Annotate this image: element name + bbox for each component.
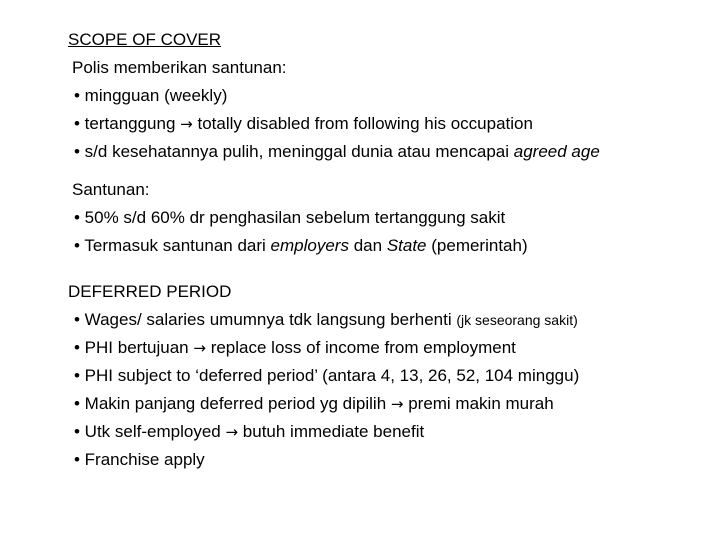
- santunan-bullet-employers-text-a: • Termasuk santunan dari: [74, 236, 266, 255]
- scope-bullet-disabled-text-b: totally disabled from following his occupation: [197, 114, 533, 133]
- scope-bullet-weekly: • mingguan (weekly): [74, 86, 228, 105]
- deferred-bullet-wages: [74, 310, 578, 330]
- deferred-bullet-self-employed: [74, 422, 424, 442]
- deferred-bullet-self-employed-text-b: butuh immediate benefit: [242, 422, 425, 441]
- santunan-bullet-employers-text-c: (pemerintah): [431, 236, 528, 255]
- scope-bullet-disabled-text-a: • tertanggung: [74, 114, 176, 133]
- deferred-bullet-wages-text: • Wages/ salaries umumnya tdk langsung berhenti: [74, 310, 452, 329]
- right-arrow-icon: →: [390, 395, 404, 413]
- deferred-bullet-phi-purpose-text-a: • PHI bertujuan: [74, 338, 189, 357]
- right-arrow-icon: →: [193, 339, 206, 357]
- right-arrow-icon: →: [225, 423, 239, 441]
- scope-bullet-until-em: agreed age: [513, 142, 600, 161]
- scope-intro: Polis memberikan santunan:: [72, 58, 287, 77]
- deferred-period-heading: DEFERRED PERIOD: [68, 282, 232, 301]
- deferred-bullet-phi-purpose-text-b: replace loss of income from employment: [210, 338, 516, 357]
- santunan-bullet-employers: [74, 236, 528, 256]
- santunan-bullet-employers-em1: employers: [270, 236, 349, 255]
- deferred-bullet-longer: [74, 394, 554, 414]
- scope-bullet-until-text: • s/d kesehatannya pulih, meninggal dunia atau mencapai: [74, 142, 510, 161]
- deferred-bullet-phi-subject: • PHI subject to ‘deferred period’ (antara 4, 13, 26, 52, 104 minggu): [74, 366, 580, 385]
- deferred-bullet-wages-small: (jk seseorang sakit): [456, 312, 578, 328]
- deferred-bullet-phi-purpose: [74, 338, 516, 358]
- deferred-bullet-longer-text-a: • Makin panjang deferred period yg dipilih: [74, 394, 387, 413]
- santunan-intro: Santunan:: [72, 180, 150, 199]
- santunan-bullet-employers-text-b: dan: [353, 236, 383, 255]
- deferred-bullet-self-employed-text-a: • Utk self-employed: [74, 422, 221, 441]
- deferred-bullet-longer-text-b: premi makin murah: [408, 394, 554, 413]
- deferred-bullet-franchise: • Franchise apply: [74, 450, 205, 469]
- santunan-bullet-percent: • 50% s/d 60% dr penghasilan sebelum tertanggung sakit: [74, 208, 506, 227]
- santunan-bullet-employers-em2: State: [386, 236, 427, 255]
- right-arrow-icon: →: [180, 115, 193, 133]
- scope-of-cover-heading: SCOPE OF COVER: [68, 30, 222, 49]
- scope-bullet-disabled: [74, 114, 533, 134]
- scope-bullet-until: [74, 142, 600, 162]
